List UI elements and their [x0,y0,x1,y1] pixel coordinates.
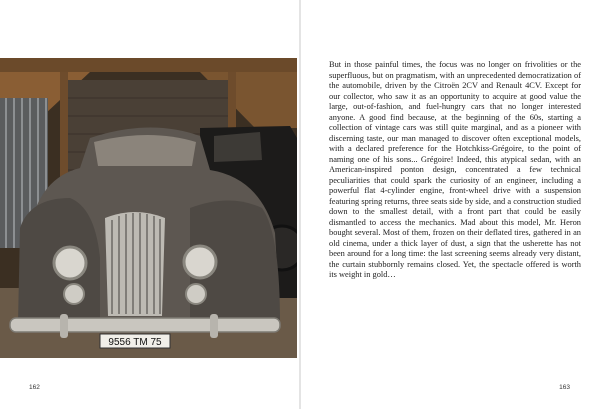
right-headlight [184,246,216,278]
front-bumper [10,318,280,332]
post [60,72,68,182]
grille [105,212,165,316]
car-barn-photo [0,58,297,358]
license-plate-text: 9556 TM 75 [108,337,162,348]
left-fog-light [64,284,84,304]
dark-car-window [214,132,262,162]
left-headlight [54,247,86,279]
body-text: But in those painful times, the focus was no longer on frivolities or the superfluous, but on pragmatism, with an unprecedented democratization of the automobile, driven by the Citroën 2CV and Renault 4CV. Except for our collector, who saw it as an opportunity to acquire at good value the large, out-of-fashion, and fuel-hungry cars that no longer interested anyone. A good find because, at the beginning of the 60s, starting a collection of vintage cars was still quite marginal, and as a pioneer with discerning taste, our man managed to discover often exceptional models, with a declared preference for the Hotchkiss-Grégoire, to the point of naming one of his sons... Grégoire! Indeed, this atypical sedan, with an American-inspired ponton design, concentrated a few technical peculiarities that could spark the curiosity of an engineer, including a powerful flat 4-cylinder engine, front-wheel drive with a suspension featuring spring returns, three seats side by side, and a construction studied down to the smallest detail, with a front part that could be easily dismantled to access the mechanics. Mad about this model, Mr. Heron bought several. Most of them, frozen on their deflated tires, gathered in an old cinema, under a thick layer of dust, a sign that the usherette has not been around for a long time: the last screening seems already very distant, the curtain stubbornly remains closed. Yet, the spectacle offered is worth its weight in gold… [329,60,581,279]
photo-illustration [0,58,297,358]
page-number-left: 162 [29,384,40,391]
windshield [94,135,196,166]
roof-beam [0,58,297,72]
page-number-right: 163 [559,384,570,391]
right-fog-light [186,284,206,304]
left-page [0,0,299,409]
right-page [301,0,600,409]
